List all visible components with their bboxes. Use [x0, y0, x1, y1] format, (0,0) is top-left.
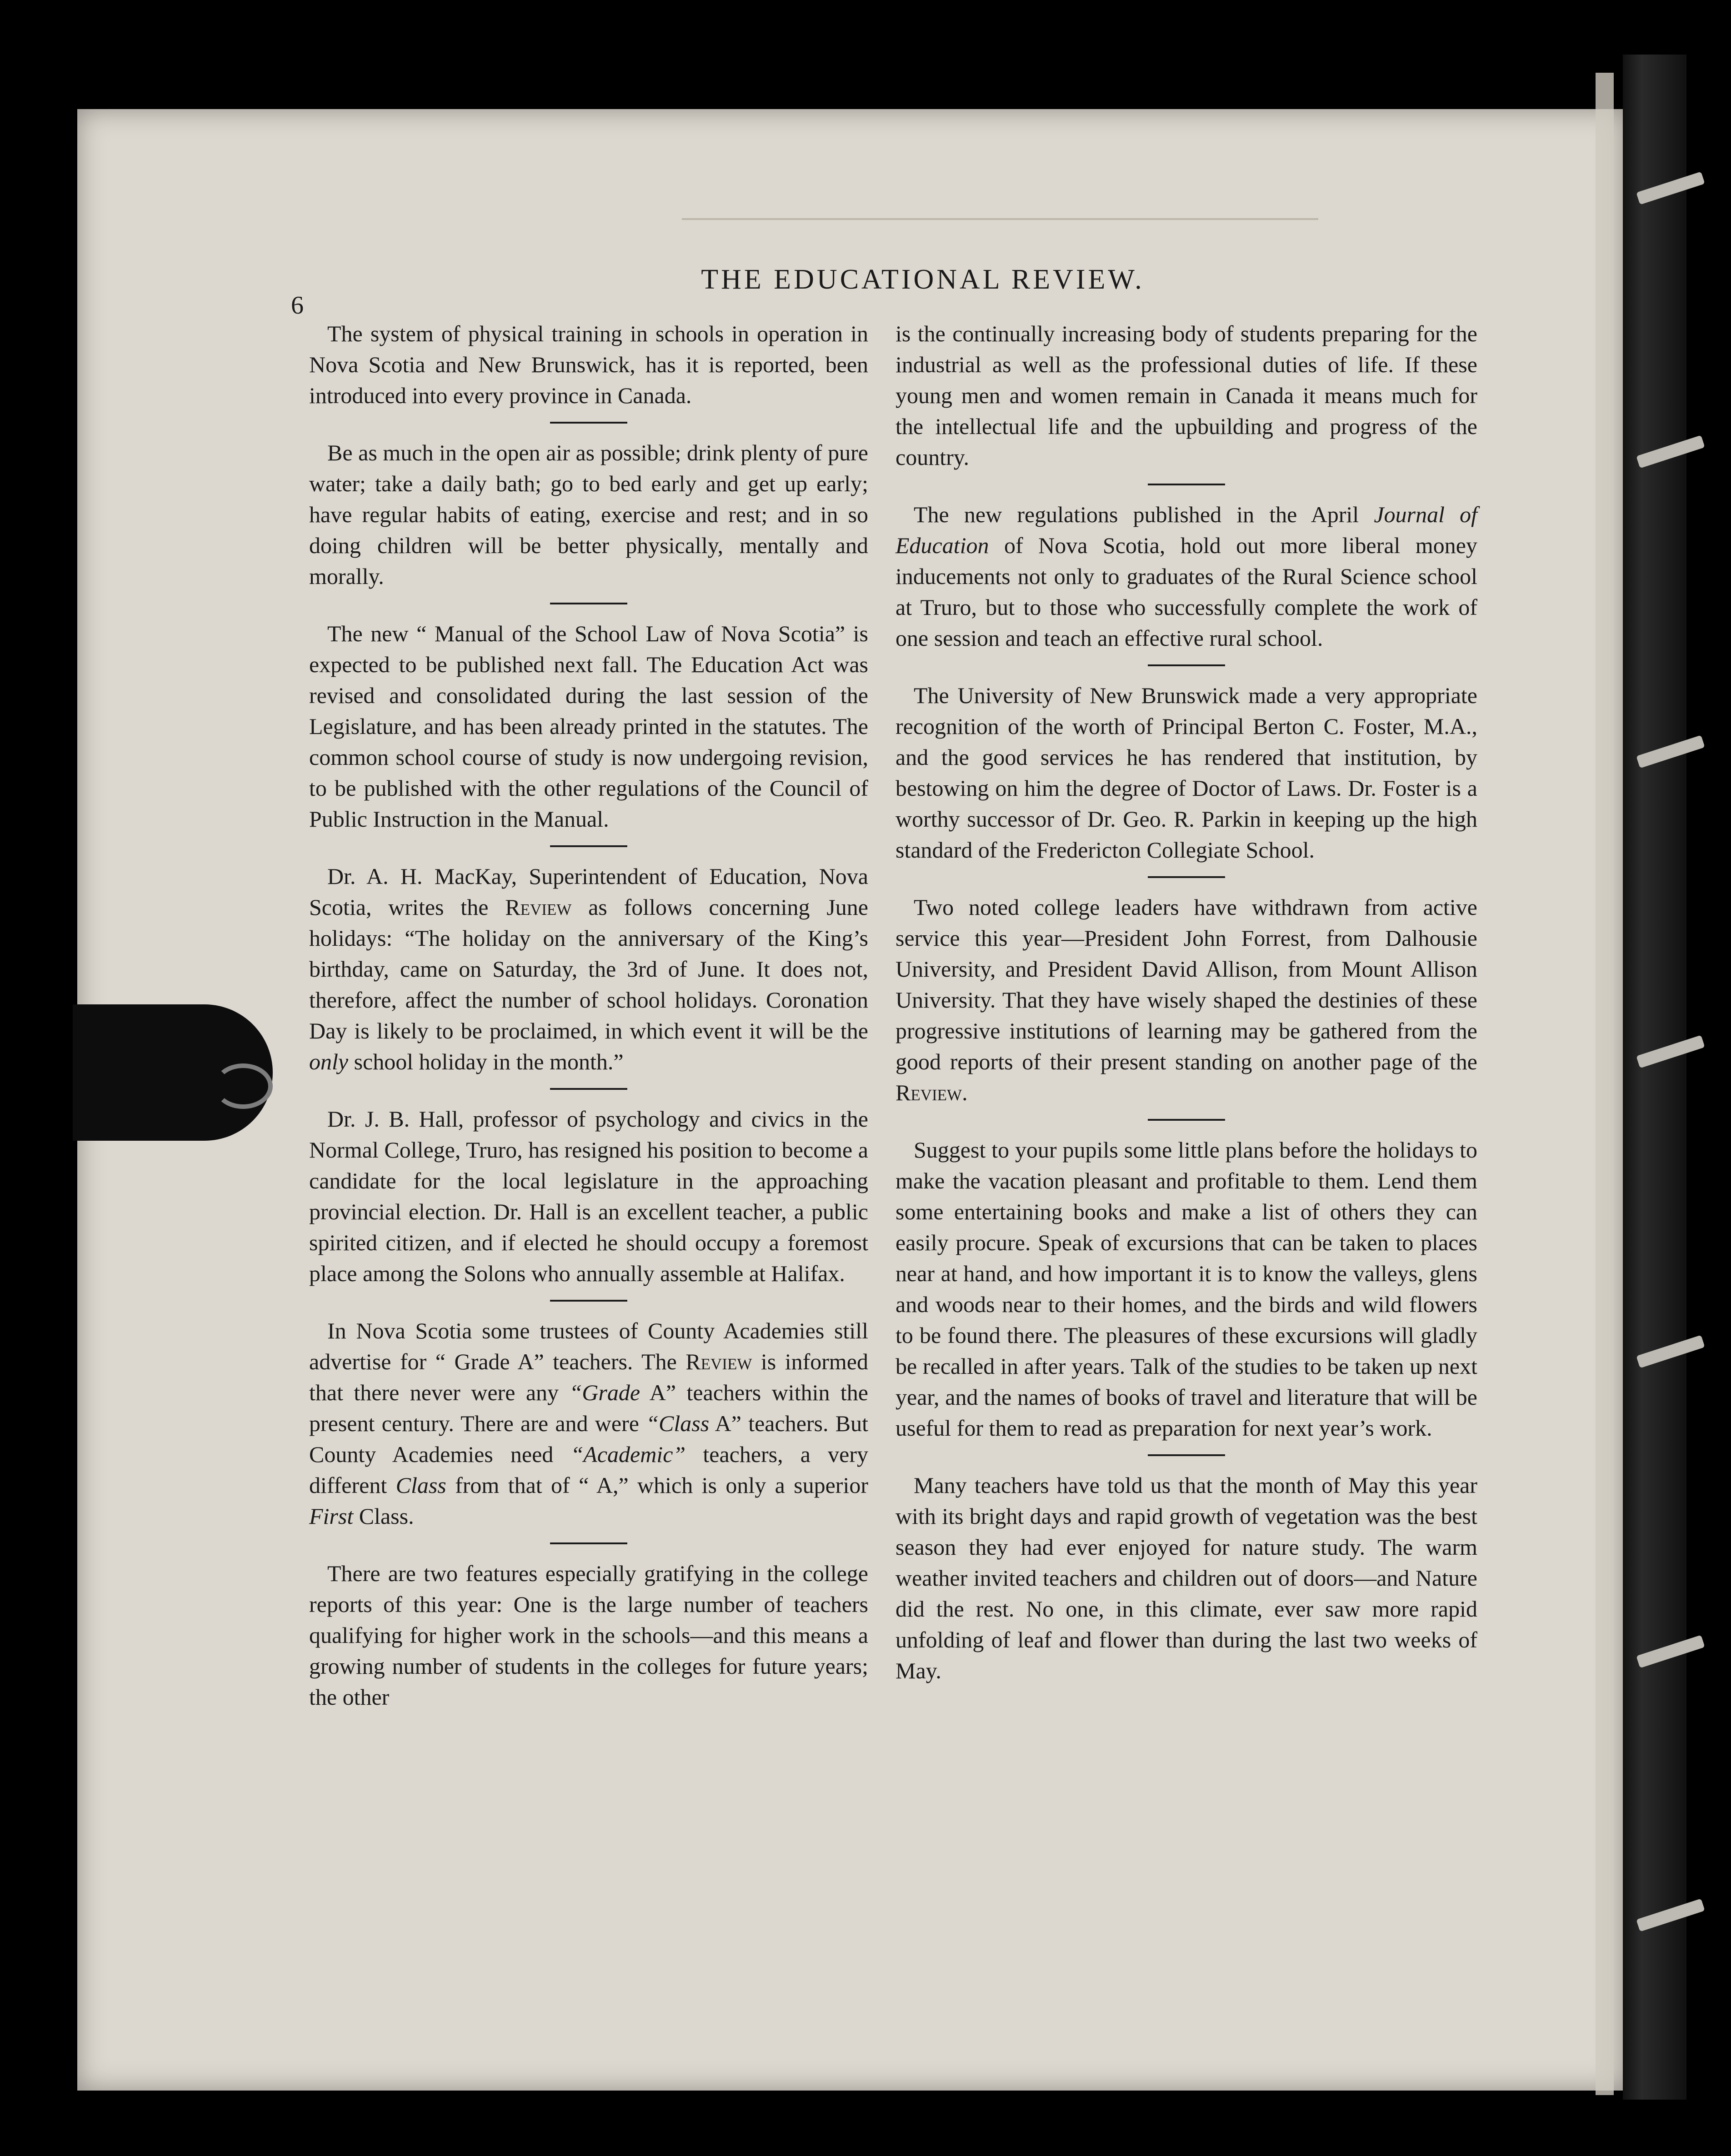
section-rule	[550, 603, 627, 604]
text-run: school holiday in the month.”	[348, 1049, 624, 1074]
text-run: of Nova Scotia, hold out more liberal money inducements not only to graduates of the Rural Science school at Truro, but to those who successfully complete the work of one session and teach an effective rural school.	[896, 533, 1477, 651]
section-rule	[550, 422, 627, 424]
section-rule	[1148, 664, 1225, 666]
paragraph-nature-study: Many teachers have told us that the month of May this year with its bright days and rapid growth of vegetation was the best season they had ever enjoyed for nature study. The warm weather invited teachers and children out of doors—and Nature did the rest. No one, in this climate, ever saw more rapid unfolding of leaf and flower than during the last two weeks of May.	[896, 1472, 1477, 1683]
section-rule	[1148, 1454, 1225, 1456]
section-rule	[1148, 876, 1225, 878]
text-run: Two noted college leaders have withdrawn from active service this year—President John Forrest, from Dalhousie University, and President David Allison, from Mount Allison University. That they have wisely shaped the destinies of these progressive institutions of learning may be gathered from the good reports of their present standing on another page of the	[896, 894, 1477, 1074]
paragraph-physical-training: The system of physical training in schools in operation in Nova Scotia and New Brunswick, has it is reported, been introduced into every province in Canada.	[309, 321, 868, 408]
review-smallcaps: Review	[896, 1080, 962, 1105]
text-run: A” teachers. But County Academies need	[309, 1411, 868, 1467]
paragraph-grade-a-teachers	[309, 1315, 868, 1532]
text-run: teachers, a very different	[309, 1442, 868, 1498]
italic-only: only	[309, 1049, 349, 1074]
italic-academic: “Academic”	[570, 1442, 686, 1467]
text-run: A” teachers within the present century. There are and were	[309, 1380, 868, 1436]
scanner-clip-highlight	[214, 1063, 273, 1109]
text-run: Dr. A. H. MacKay, Superintendent of Education, Nova Scotia, writes the	[309, 863, 868, 920]
review-smallcaps: Review	[685, 1349, 752, 1374]
section-rule	[550, 845, 627, 847]
paragraph-school-law-manual: The new “ Manual of the School Law of Nova Scotia” is expected to be published next fall. The Education Act was revised and consolidated during the last session of the Legislature, and has been already printed in the statutes. The common school course of study is now undergoing revision, to be published with the other regulations of the Council of Public Instruction in the Manual.	[309, 621, 868, 832]
text-run: as follows concerning June holidays: “The holiday on the anniversary of the King’s birthday, came on Saturday, the 3rd of June. It does not, therefore, affect the number of school holidays. Coronation Day is likely to be proclaimed, in which event it will be the	[309, 894, 868, 1043]
italic-class: “Class	[646, 1411, 710, 1436]
review-smallcaps: Review	[505, 894, 572, 920]
text-run: The new regulations published in the April	[914, 502, 1374, 527]
italic-grade: “Grade	[569, 1380, 640, 1405]
italic-class: Class	[395, 1472, 446, 1498]
section-rule	[550, 1542, 627, 1544]
text-run: .	[962, 1080, 968, 1105]
text-run: is informed that there never were any	[309, 1349, 868, 1405]
italic-first: First	[309, 1503, 354, 1529]
paragraph-college-reports: There are two features especially gratifying in the college reports of this year: One is the large number of teachers qualifying for higher work in the schools—and this means a growing number of students in the colleges for future years; the other	[309, 1561, 868, 1710]
text-run: from that of “ A,” which is only a superior	[446, 1472, 868, 1498]
text-run: In Nova Scotia some trustees of County Academies still advertise for “ Grade A” teachers. The	[309, 1318, 868, 1374]
text-run: Class.	[353, 1503, 414, 1529]
section-rule	[550, 1300, 627, 1302]
header-crease	[682, 218, 1318, 220]
paragraph-vacation-plans: Suggest to your pupils some little plans before the holidays to make the vacation pleasant and profitable to them. Lend them some entertaining books and make a list of others they can easily procure. Speak of excursions that can be taken to places near at hand, and how important it is to know the valleys, glens and woods near to their homes, and the birds and wild flowers to be found there. The pleasures of these excursions will gladly be recalled in after years. Talk of the studies to be taken up next year, and the names of books of travel and literature that will be useful for them to read as preparation for next year’s work.	[896, 1137, 1477, 1441]
paragraph-dr-hall: Dr. J. B. Hall, professor of psychology and civics in the Normal College, Truro, has resigned his position to become a candidate for the local legislature in the approaching provincial election. Dr. Hall is an excellent teacher, a public spirited citizen, and if elected he should occupy a foremost place among the Solons who annually assemble at Halifax.	[309, 1106, 868, 1286]
right-column	[896, 318, 1477, 1697]
paragraph-june-holidays	[309, 861, 868, 1077]
paragraph-open-air: Be as much in the open air as possible; drink plenty of pure water; take a daily bath; go to bed early and get up early; have regular habits of eating, exercise and rest; and in so doing children will be better physically, mentally and morally.	[309, 440, 868, 589]
italic-journal-title: Journal of Education	[896, 502, 1477, 558]
running-title: THE EDUCATIONAL REVIEW.	[701, 264, 1145, 295]
section-rule	[1148, 484, 1225, 485]
paragraph-unb-foster: The University of New Brunswick made a very appropriate recognition of the worth of Principal Berton C. Foster, M.A., and the good services he has rendered that institution, by bestowing on him the degree of Doctor of Laws. Dr. Foster is a worthy successor of Dr. Geo. R. Parkin in keeping up the high standard of the Fredericton Collegiate School.	[896, 683, 1477, 863]
book-spine	[1623, 55, 1686, 2100]
section-rule	[1148, 1119, 1225, 1121]
paragraph-college-reports-cont: is the continually increasing body of students preparing for the industrial as well as the professional duties of life. If these young men and women remain in Canada it means much for the intellectual life and the upbuilding and progress of the country.	[896, 321, 1477, 470]
left-column	[309, 318, 868, 1723]
paragraph-new-regulations	[896, 499, 1477, 654]
page-edge	[1596, 73, 1614, 2095]
paragraph-college-leaders	[896, 892, 1477, 1108]
page-number: 6	[291, 291, 304, 319]
section-rule	[550, 1088, 627, 1090]
